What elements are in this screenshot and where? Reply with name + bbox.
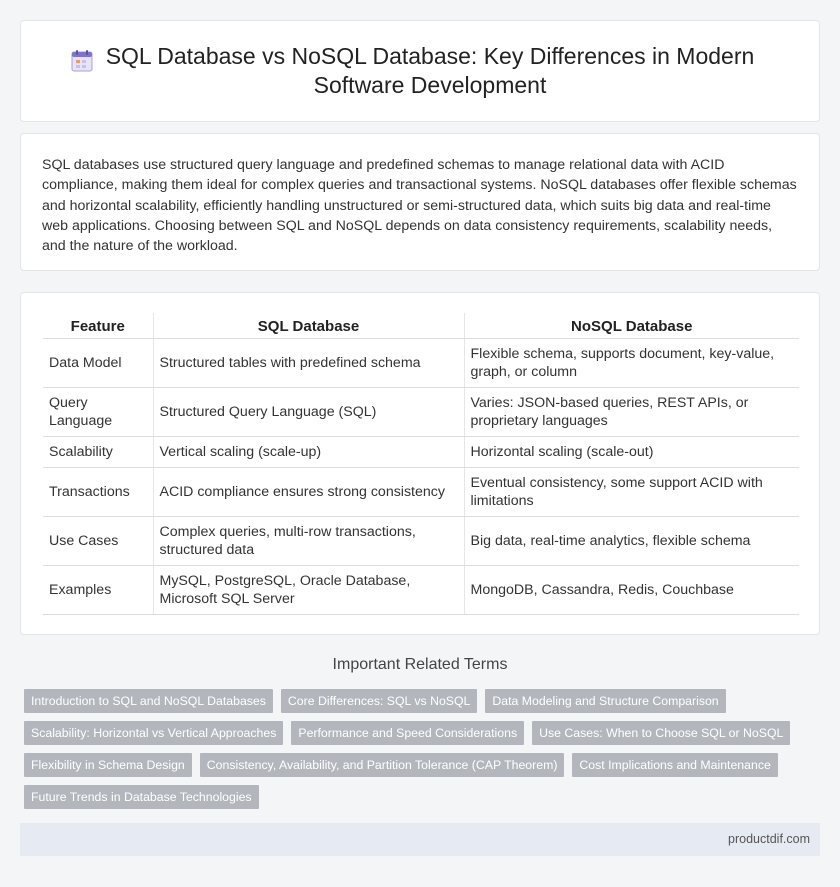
table-row [43,436,799,467]
header-card [20,20,820,122]
table-row [43,338,799,387]
related-term-tag[interactable]: Performance and Speed Considerations [291,721,524,745]
column-header-sql: SQL Database [153,313,464,338]
column-header-nosql: NoSQL Database [464,313,799,338]
nosql-cell: Big data, real-time analytics, flexible schema [464,516,799,565]
table-row [43,565,799,614]
feature-cell: Use Cases [43,516,153,565]
related-term-tag[interactable]: Core Differences: SQL vs NoSQL [281,689,477,713]
sql-cell: Vertical scaling (scale-up) [153,436,464,467]
footer-bar [20,823,820,856]
nosql-cell: Varies: JSON-based queries, REST APIs, or proprietary languages [464,387,799,436]
related-term-tag[interactable]: Introduction to SQL and NoSQL Databases [24,689,273,713]
feature-cell: Data Model [43,338,153,387]
sql-cell: Structured tables with predefined schema [153,338,464,387]
summary-text: SQL databases use structured query language and predefined schemas to manage relational data with ACID compliance, making them ideal for complex queries and transactional systems. NoSQL databases offer flexible schemas and horizontal scalability, efficiently handling unstructured or semi-structured data, which suits big data and real-time web applications. Choosing between SQL and NoSQL depends on data consistency requirements, scalability needs, and the nature of the workload. [42,157,797,255]
related-term-tag[interactable]: Consistency, Availability, and Partition Tolerance (CAP Theorem) [200,753,565,777]
page-title: SQL Database vs NoSQL Database: Key Differences in Modern Software Development [105,43,755,98]
sql-cell: Structured Query Language (SQL) [153,387,464,436]
related-term-tag[interactable]: Data Modeling and Structure Comparison [485,689,725,713]
table-header-row [43,313,799,338]
comparison-table [43,313,799,615]
related-term-tag[interactable]: Future Trends in Database Technologies [24,785,259,809]
feature-cell: Transactions [43,467,153,516]
nosql-cell: MongoDB, Cassandra, Redis, Couchbase [464,565,799,614]
comparison-table-card [20,292,820,635]
footer-site-link[interactable]: productdif.com [728,832,810,846]
sql-cell: MySQL, PostgreSQL, Oracle Database, Microsoft SQL Server [153,565,464,614]
related-term-tag[interactable]: Cost Implications and Maintenance [572,753,777,777]
nosql-cell: Eventual consistency, some support ACID with limitations [464,467,799,516]
feature-cell: Examples [43,565,153,614]
table-row [43,387,799,436]
nosql-cell: Flexible schema, supports document, key-value, graph, or column [464,338,799,387]
feature-cell: Scalability [43,436,153,467]
related-terms-list [24,689,804,809]
column-header-feature: Feature [43,313,153,338]
related-term-tag[interactable]: Flexibility in Schema Design [24,753,192,777]
related-term-tag[interactable]: Use Cases: When to Choose SQL or NoSQL [532,721,790,745]
sql-cell: Complex queries, multi-row transactions, structured data [153,516,464,565]
related-term-tag[interactable]: Scalability: Horizontal vs Vertical Approaches [24,721,283,745]
nosql-cell: Horizontal scaling (scale-out) [464,436,799,467]
table-row [43,516,799,565]
sql-cell: ACID compliance ensures strong consistency [153,467,464,516]
related-terms-title: Important Related Terms [332,656,508,673]
summary-card [20,133,820,271]
table-row [43,467,799,516]
feature-cell: Query Language [43,387,153,436]
